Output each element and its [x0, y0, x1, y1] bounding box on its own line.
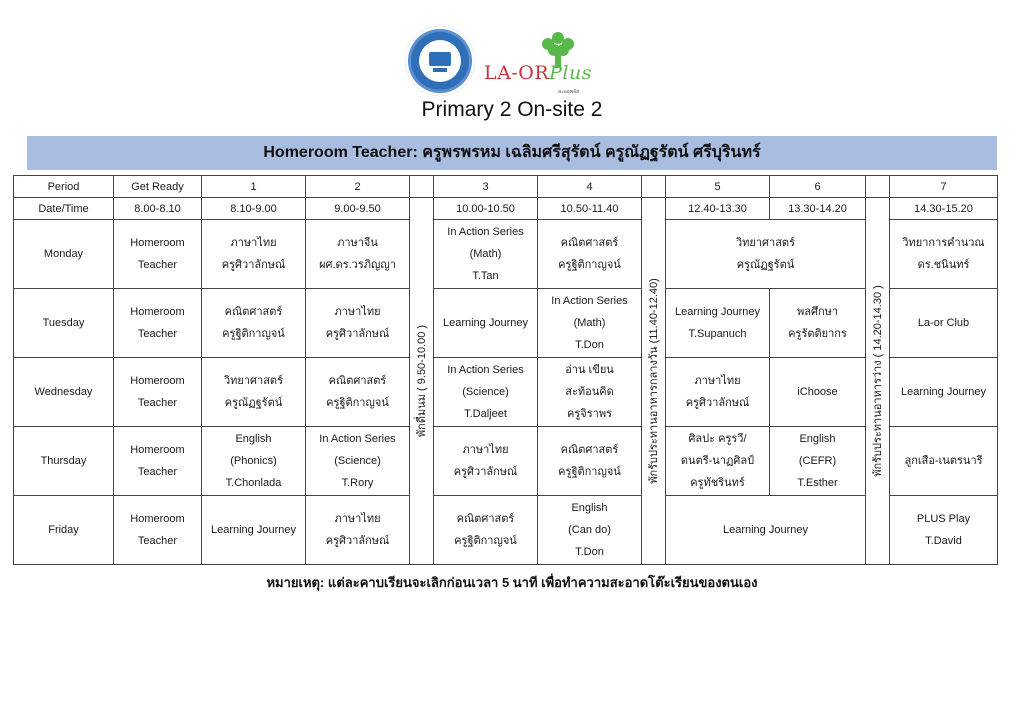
homeroom-banner: Homeroom Teacher: ครูพรพรหม เฉลิมศรีสุรัตน์ ครูณัฏฐรัตน์ ศรีบุรินทร์	[27, 136, 997, 170]
class-cell	[202, 289, 306, 358]
class-line: (Science)	[462, 386, 509, 398]
class-cell	[114, 427, 202, 496]
time-label: Date/Time	[14, 198, 114, 220]
class-line: คณิตศาสตร์	[328, 375, 387, 387]
class-cell	[666, 220, 866, 289]
class-line: ภาษาไทย	[230, 237, 277, 249]
class-line: ครูฐิติกาญจน์	[558, 466, 621, 478]
class-cell	[434, 496, 538, 565]
class-line: Homeroom	[130, 375, 185, 387]
class-line: iChoose	[797, 386, 838, 398]
class-line: In Action Series	[447, 226, 524, 238]
class-line: ครูศิวาลักษณ์	[453, 466, 518, 478]
class-cell	[434, 220, 538, 289]
class-cell	[890, 220, 998, 289]
timetable	[13, 175, 998, 565]
footnote: หมายเหตุ: แต่ละคาบเรียนจะเลิกก่อนเวลา 5 นาที เพื่อทำความสะอาดโต๊ะเรียนของตนเอง	[266, 575, 758, 590]
period-cell: 7	[890, 176, 998, 198]
class-line: English	[235, 433, 272, 445]
class-cell	[306, 427, 410, 496]
class-cell	[770, 289, 866, 358]
class-cell	[890, 496, 998, 565]
class-line: PLUS Play	[916, 513, 971, 525]
time-cell: 10.00-10.50	[434, 198, 538, 220]
time-cell: 10.50-11.40	[538, 198, 642, 220]
class-cell	[202, 220, 306, 289]
break-header	[866, 176, 890, 198]
period-cell: 1	[202, 176, 306, 198]
class-line: วิทยาการคำนวณ	[902, 237, 985, 249]
class-line: (Phonics)	[230, 455, 277, 467]
day-row-wednesday	[14, 358, 998, 427]
time-cell: 14.30-15.20	[890, 198, 998, 220]
class-line: ครูทัชรินทร์	[690, 477, 745, 489]
class-line: ครูศิวาลักษณ์	[325, 328, 390, 340]
class-line: คณิตศาสตร์	[560, 444, 619, 456]
class-line: Homeroom	[130, 306, 185, 318]
class-line: Learning Journey	[900, 386, 986, 398]
class-cell	[434, 289, 538, 358]
class-line: คณิตศาสตร์	[456, 513, 515, 525]
period-cell: 3	[434, 176, 538, 198]
class-line: In Action Series	[447, 364, 524, 376]
class-cell	[890, 427, 998, 496]
class-line: T.Supanuch	[688, 328, 747, 340]
period-row	[14, 176, 998, 198]
class-line: Learning Journey	[442, 317, 528, 329]
class-line: In Action Series	[551, 295, 628, 307]
day-label: Monday	[14, 220, 114, 289]
class-cell	[890, 358, 998, 427]
class-cell	[890, 289, 998, 358]
class-line: ภาษาจีน	[337, 237, 378, 249]
day-label: Tuesday	[14, 289, 114, 358]
day-row-thursday	[14, 427, 998, 496]
class-line: T.Daljeet	[464, 408, 507, 420]
class-cell	[306, 358, 410, 427]
class-line: ดนตรี-นาฏศิลป์	[680, 455, 755, 467]
class-cell	[114, 220, 202, 289]
class-line: คณิตศาสตร์	[224, 306, 283, 318]
break-header	[642, 176, 666, 198]
school-seal-logo	[405, 26, 475, 96]
class-line: พลศึกษา	[796, 306, 839, 318]
period-cell: 4	[538, 176, 642, 198]
class-line: ภาษาไทย	[334, 306, 381, 318]
break-header	[410, 176, 434, 198]
class-line: อ่าน เขียน	[565, 364, 614, 376]
time-cell: 12.40-13.30	[666, 198, 770, 220]
class-line: ภาษาไทย	[334, 513, 381, 525]
class-line: ครูศิวาลักษณ์	[221, 259, 286, 271]
class-line: ครูฐิติกาญจน์	[222, 328, 285, 340]
period-cell: 5	[666, 176, 770, 198]
class-line: สะท้อนคิด	[565, 386, 614, 398]
time-cell: 8.00-8.10	[114, 198, 202, 220]
class-cell	[538, 496, 642, 565]
class-cell	[114, 496, 202, 565]
page-title: Primary 2 On-site 2	[421, 98, 603, 121]
class-line: ครูศิวาลักษณ์	[685, 397, 750, 409]
class-line: ศิลปะ ครูรวี/	[688, 433, 747, 445]
period-cell: 2	[306, 176, 410, 198]
class-line: English	[799, 433, 836, 445]
class-cell	[202, 496, 306, 565]
class-cell	[770, 358, 866, 427]
class-line: T.Tan	[472, 270, 499, 282]
class-line: คณิตศาสตร์	[560, 237, 619, 249]
class-cell	[666, 496, 866, 565]
class-line: T.Rory	[341, 477, 374, 489]
class-line: T.Don	[575, 546, 604, 558]
logo-row	[0, 26, 1024, 96]
class-line: ครูจิราพร	[567, 408, 612, 420]
class-line: ภาษาไทย	[462, 444, 509, 456]
class-line: Teacher	[137, 259, 178, 271]
class-line: วิทยาศาสตร์	[224, 375, 283, 387]
class-line: ครูฐิติกาญจน์	[454, 535, 517, 547]
time-cell: 13.30-14.20	[770, 198, 866, 220]
class-line: T.Esther	[797, 477, 838, 489]
class-line: (Math)	[469, 248, 502, 260]
period-cell: Get Ready	[114, 176, 202, 198]
class-line: (Science)	[334, 455, 381, 467]
class-line: Homeroom	[130, 444, 185, 456]
logo-subtext: ละออพลัส	[558, 89, 580, 95]
la-or-plus-logo	[484, 30, 614, 96]
class-cell	[306, 220, 410, 289]
class-cell	[666, 289, 770, 358]
day-label: Friday	[14, 496, 114, 565]
class-line: ครูรัตติยากร	[788, 328, 847, 340]
time-cell: 8.10-9.00	[202, 198, 306, 220]
class-cell	[434, 427, 538, 496]
class-line: (Can do)	[568, 524, 611, 536]
class-line: Learning Journey	[674, 306, 760, 318]
afternoon-break-column	[866, 198, 890, 565]
class-line: T.David	[925, 535, 962, 547]
class-cell	[114, 289, 202, 358]
class-line: วิทยาศาสตร์	[736, 237, 795, 249]
day-row-monday	[14, 220, 998, 289]
period-cell: 6	[770, 176, 866, 198]
tree-icon	[540, 32, 576, 66]
logo-wordmark: LA-ORPlus	[484, 62, 592, 84]
class-line: ผศ.ดร.วรภิญญา	[319, 259, 396, 271]
class-cell	[666, 358, 770, 427]
class-line: La-or Club	[917, 317, 970, 329]
class-line: Teacher	[137, 535, 178, 547]
class-line: ครูณัฏฐรัตน์	[224, 397, 283, 409]
class-cell	[538, 220, 642, 289]
class-cell	[202, 427, 306, 496]
class-cell	[306, 289, 410, 358]
class-line: Homeroom	[130, 513, 185, 525]
time-row	[14, 198, 998, 220]
class-line: ครูฐิติกาญจน์	[326, 397, 389, 409]
class-line: Learning Journey	[722, 524, 808, 536]
class-cell	[306, 496, 410, 565]
class-line: Teacher	[137, 397, 178, 409]
morning-break-label: พักดื่มนม ( 9.50-10.00 )	[415, 324, 428, 438]
morning-break-column	[410, 198, 434, 565]
class-line: (CEFR)	[798, 455, 837, 467]
day-label: Wednesday	[14, 358, 114, 427]
lunch-break-label: พักรับประทานอาหารกลางวัน (11.40-12.40)	[647, 278, 660, 484]
class-cell	[114, 358, 202, 427]
class-line: (Math)	[573, 317, 606, 329]
class-cell	[202, 358, 306, 427]
class-line: Learning Journey	[210, 524, 296, 536]
class-line: Teacher	[137, 466, 178, 478]
afternoon-break-label: พักรับประทานอาหารว่าง ( 14.20-14.30 )	[871, 285, 884, 477]
day-row-friday	[14, 496, 998, 565]
day-label: Thursday	[14, 427, 114, 496]
day-row-tuesday	[14, 289, 998, 358]
period-label: Period	[14, 176, 114, 198]
class-cell	[538, 427, 642, 496]
class-line: In Action Series	[319, 433, 396, 445]
class-cell	[538, 289, 642, 358]
class-line: Teacher	[137, 328, 178, 340]
class-line: ลูกเสือ-เนตรนารี	[904, 455, 983, 467]
book-icon	[429, 52, 451, 66]
class-line: ภาษาไทย	[694, 375, 741, 387]
class-line: ครูศิวาลักษณ์	[325, 535, 390, 547]
class-line: English	[571, 502, 608, 514]
class-line: Homeroom	[130, 237, 185, 249]
class-cell	[434, 358, 538, 427]
class-cell	[538, 358, 642, 427]
class-line: ดร.ชนินทร์	[917, 259, 970, 271]
class-line: T.Chonlada	[225, 477, 282, 489]
class-cell	[770, 427, 866, 496]
class-cell	[666, 427, 770, 496]
class-line: T.Don	[575, 339, 604, 351]
book-base-icon	[433, 68, 447, 72]
lunch-break-column	[642, 198, 666, 565]
class-line: ครูณัฏฐรัตน์	[736, 259, 795, 271]
class-line: ครูฐิติกาญจน์	[558, 259, 621, 271]
time-cell: 9.00-9.50	[306, 198, 410, 220]
